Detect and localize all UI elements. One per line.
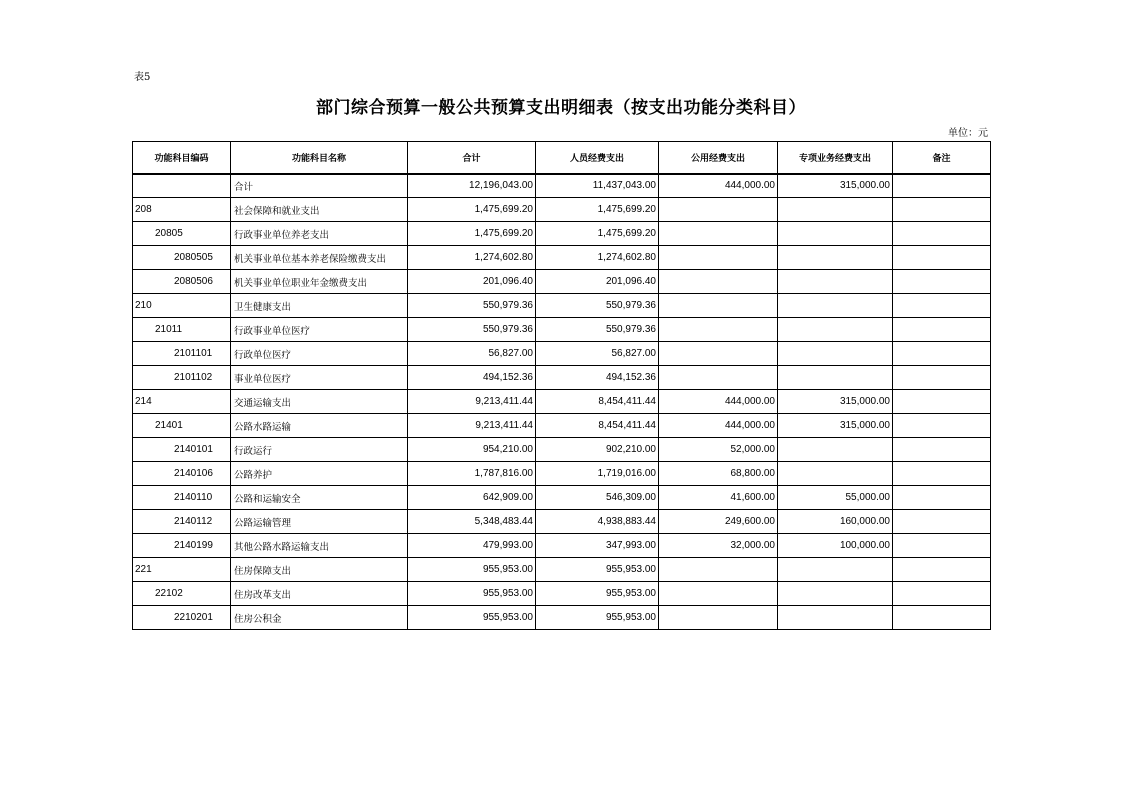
cell-total: 201,096.40 — [408, 270, 536, 294]
cell-public — [659, 222, 778, 246]
cell-code: 21011 — [133, 318, 231, 342]
cell-total: 1,475,699.20 — [408, 198, 536, 222]
cell-public — [659, 606, 778, 630]
table-row — [133, 558, 991, 582]
cell-name: 行政事业单位医疗 — [231, 318, 408, 342]
cell-special — [778, 198, 893, 222]
table-row — [133, 534, 991, 558]
column-header-public: 公用经费支出 — [659, 142, 778, 174]
cell-personnel: 347,993.00 — [536, 534, 659, 558]
cell-code: 208 — [133, 198, 231, 222]
cell-name: 公路养护 — [231, 462, 408, 486]
cell-personnel: 56,827.00 — [536, 342, 659, 366]
cell-total: 56,827.00 — [408, 342, 536, 366]
cell-special — [778, 222, 893, 246]
cell-total: 955,953.00 — [408, 558, 536, 582]
cell-personnel: 8,454,411.44 — [536, 390, 659, 414]
table-header-row — [133, 142, 991, 174]
cell-total: 1,787,816.00 — [408, 462, 536, 486]
cell-personnel: 955,953.00 — [536, 582, 659, 606]
cell-public — [659, 246, 778, 270]
cell-special — [778, 246, 893, 270]
cell-code: 2140101 — [133, 438, 231, 462]
column-header-total: 合计 — [408, 142, 536, 174]
cell-special — [778, 462, 893, 486]
table-row — [133, 222, 991, 246]
cell-code: 2140199 — [133, 534, 231, 558]
cell-total: 9,213,411.44 — [408, 414, 536, 438]
cell-public — [659, 294, 778, 318]
cell-public: 68,800.00 — [659, 462, 778, 486]
unit-label: 单位：元 — [948, 128, 988, 139]
cell-personnel: 1,719,016.00 — [536, 462, 659, 486]
cell-name: 公路运输管理 — [231, 510, 408, 534]
cell-code: 21401 — [133, 414, 231, 438]
cell-public — [659, 582, 778, 606]
cell-code: 2101101 — [133, 342, 231, 366]
cell-code: 2080505 — [133, 246, 231, 270]
cell-special — [778, 342, 893, 366]
cell-name: 合计 — [231, 174, 408, 198]
page-title: 部门综合预算一般公共预算支出明细表（按支出功能分类科目） — [316, 98, 806, 118]
cell-note — [893, 390, 991, 414]
table-number: 表5 — [134, 72, 151, 83]
table-row — [133, 294, 991, 318]
table-row — [133, 582, 991, 606]
table-row — [133, 174, 991, 198]
cell-note — [893, 414, 991, 438]
cell-public: 444,000.00 — [659, 174, 778, 198]
cell-note — [893, 510, 991, 534]
cell-code: 2140112 — [133, 510, 231, 534]
cell-note — [893, 246, 991, 270]
table-row — [133, 414, 991, 438]
cell-public: 52,000.00 — [659, 438, 778, 462]
cell-personnel: 902,210.00 — [536, 438, 659, 462]
column-header-name: 功能科目名称 — [231, 142, 408, 174]
cell-name: 行政单位医疗 — [231, 342, 408, 366]
cell-note — [893, 462, 991, 486]
cell-note — [893, 198, 991, 222]
cell-note — [893, 558, 991, 582]
cell-public — [659, 198, 778, 222]
cell-public — [659, 342, 778, 366]
cell-special — [778, 438, 893, 462]
column-header-code: 功能科目编码 — [133, 142, 231, 174]
cell-special — [778, 606, 893, 630]
cell-public: 249,600.00 — [659, 510, 778, 534]
cell-personnel: 8,454,411.44 — [536, 414, 659, 438]
cell-public: 41,600.00 — [659, 486, 778, 510]
cell-note — [893, 294, 991, 318]
table-row — [133, 198, 991, 222]
cell-public — [659, 318, 778, 342]
cell-name: 住房保障支出 — [231, 558, 408, 582]
cell-personnel: 955,953.00 — [536, 558, 659, 582]
cell-note — [893, 534, 991, 558]
cell-personnel: 1,274,602.80 — [536, 246, 659, 270]
cell-personnel: 550,979.36 — [536, 318, 659, 342]
table-row — [133, 390, 991, 414]
cell-total: 1,475,699.20 — [408, 222, 536, 246]
cell-special: 100,000.00 — [778, 534, 893, 558]
cell-personnel: 546,309.00 — [536, 486, 659, 510]
cell-name: 交通运输支出 — [231, 390, 408, 414]
cell-code: 2210201 — [133, 606, 231, 630]
cell-note — [893, 270, 991, 294]
cell-total: 5,348,483.44 — [408, 510, 536, 534]
table-row — [133, 510, 991, 534]
cell-public: 444,000.00 — [659, 390, 778, 414]
cell-note — [893, 606, 991, 630]
table-body — [133, 174, 991, 630]
cell-total: 955,953.00 — [408, 606, 536, 630]
cell-total: 550,979.36 — [408, 294, 536, 318]
cell-note — [893, 486, 991, 510]
cell-note — [893, 222, 991, 246]
cell-special — [778, 294, 893, 318]
cell-personnel: 11,437,043.00 — [536, 174, 659, 198]
cell-special — [778, 582, 893, 606]
cell-special — [778, 318, 893, 342]
cell-personnel: 201,096.40 — [536, 270, 659, 294]
cell-name: 行政事业单位养老支出 — [231, 222, 408, 246]
cell-code: 22102 — [133, 582, 231, 606]
cell-name: 公路和运输安全 — [231, 486, 408, 510]
table-row — [133, 438, 991, 462]
cell-personnel: 4,938,883.44 — [536, 510, 659, 534]
cell-name: 公路水路运输 — [231, 414, 408, 438]
cell-personnel: 494,152.36 — [536, 366, 659, 390]
cell-public — [659, 558, 778, 582]
column-header-special: 专项业务经费支出 — [778, 142, 893, 174]
cell-code: 2140106 — [133, 462, 231, 486]
cell-public: 32,000.00 — [659, 534, 778, 558]
table-row — [133, 246, 991, 270]
cell-special: 315,000.00 — [778, 390, 893, 414]
cell-total: 494,152.36 — [408, 366, 536, 390]
cell-note — [893, 342, 991, 366]
cell-special: 315,000.00 — [778, 414, 893, 438]
table-row — [133, 270, 991, 294]
cell-code: 214 — [133, 390, 231, 414]
cell-total: 1,274,602.80 — [408, 246, 536, 270]
cell-name: 事业单位医疗 — [231, 366, 408, 390]
cell-note — [893, 438, 991, 462]
cell-name: 行政运行 — [231, 438, 408, 462]
table-row — [133, 486, 991, 510]
cell-code: 20805 — [133, 222, 231, 246]
cell-code: 210 — [133, 294, 231, 318]
cell-name: 其他公路水路运输支出 — [231, 534, 408, 558]
cell-special — [778, 558, 893, 582]
cell-special: 55,000.00 — [778, 486, 893, 510]
cell-personnel: 550,979.36 — [536, 294, 659, 318]
cell-code: 221 — [133, 558, 231, 582]
column-header-note: 备注 — [893, 142, 991, 174]
cell-personnel: 955,953.00 — [536, 606, 659, 630]
cell-code: 2140110 — [133, 486, 231, 510]
cell-public: 444,000.00 — [659, 414, 778, 438]
cell-name: 机关事业单位基本养老保险缴费支出 — [231, 246, 408, 270]
cell-note — [893, 582, 991, 606]
cell-name: 机关事业单位职业年金缴费支出 — [231, 270, 408, 294]
column-header-personnel: 人员经费支出 — [536, 142, 659, 174]
table-row — [133, 366, 991, 390]
cell-name: 住房改革支出 — [231, 582, 408, 606]
table-row — [133, 462, 991, 486]
cell-personnel: 1,475,699.20 — [536, 222, 659, 246]
cell-total: 12,196,043.00 — [408, 174, 536, 198]
cell-note — [893, 318, 991, 342]
cell-special — [778, 270, 893, 294]
cell-total: 9,213,411.44 — [408, 390, 536, 414]
table-row — [133, 318, 991, 342]
cell-public — [659, 366, 778, 390]
cell-special: 315,000.00 — [778, 174, 893, 198]
table-row — [133, 342, 991, 366]
cell-name: 社会保障和就业支出 — [231, 198, 408, 222]
cell-special: 160,000.00 — [778, 510, 893, 534]
cell-total: 479,993.00 — [408, 534, 536, 558]
budget-table — [132, 141, 991, 630]
cell-name: 住房公积金 — [231, 606, 408, 630]
cell-code: 2080506 — [133, 270, 231, 294]
table-row — [133, 606, 991, 630]
cell-name: 卫生健康支出 — [231, 294, 408, 318]
cell-total: 954,210.00 — [408, 438, 536, 462]
cell-special — [778, 366, 893, 390]
cell-note — [893, 174, 991, 198]
cell-code — [133, 174, 231, 198]
cell-total: 955,953.00 — [408, 582, 536, 606]
cell-total: 550,979.36 — [408, 318, 536, 342]
cell-public — [659, 270, 778, 294]
cell-personnel: 1,475,699.20 — [536, 198, 659, 222]
cell-code: 2101102 — [133, 366, 231, 390]
cell-note — [893, 366, 991, 390]
cell-total: 642,909.00 — [408, 486, 536, 510]
